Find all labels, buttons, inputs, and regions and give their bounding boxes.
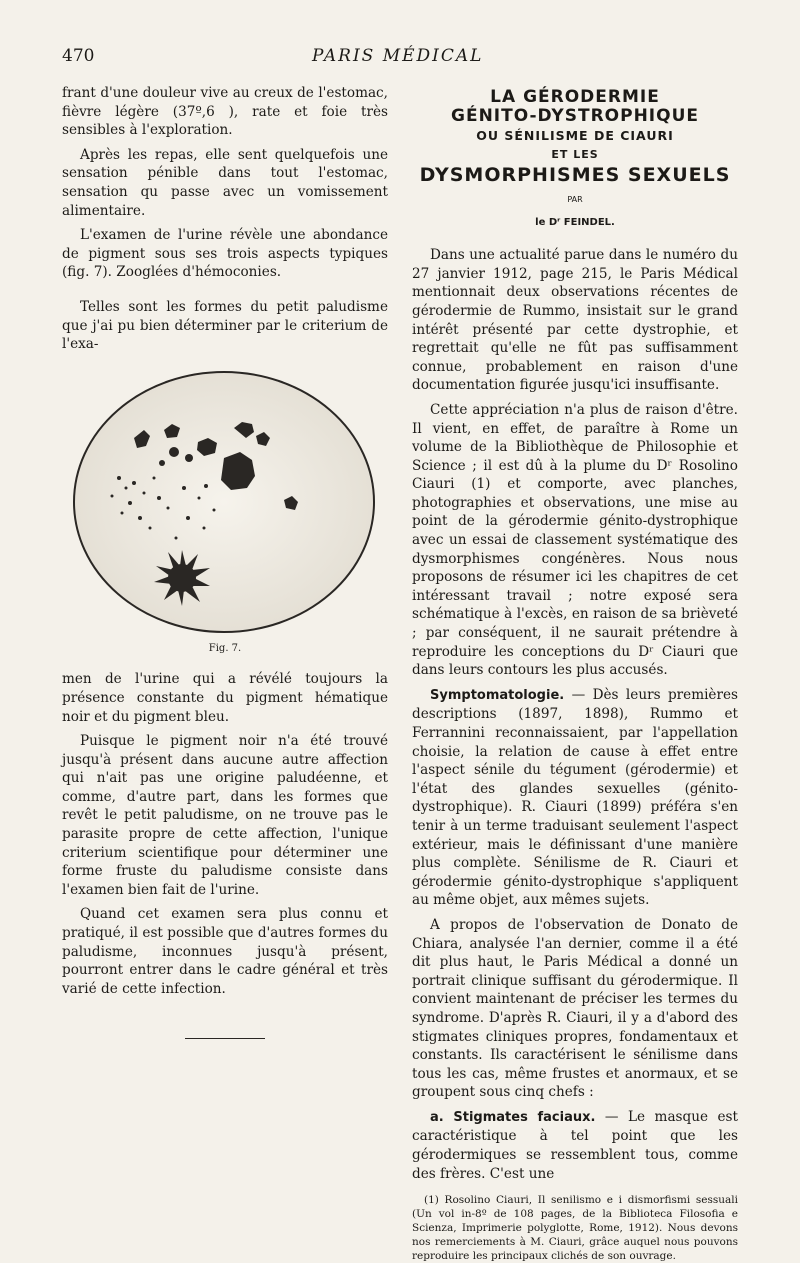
microscope-image xyxy=(64,368,384,636)
page-number: 470 xyxy=(62,46,95,66)
figure-caption: Fig. 7. xyxy=(208,642,242,654)
footnote: (1) Rosolino Ciauri, Il senilismo e i dismorfismi sessuali (Un vol in-8º de 108 pages, de la Biblioteca Filosofia e Scienza, Imprimerie polyglotte, Rome, 1912). Nous devons nos remerciements à M. Ciauri, grâce auquel nous pouvons reproduire les principaux clichés de son ouvrage. xyxy=(412,1194,738,1263)
paragraph: A propos de l'observation de Donato de Chiara, analysée l'an dernier, comme il a été dit plus haut, le Paris Médical a donné un portrait clinique suffisant du gérodermique. Il convient maintenant de préciser les termes du syndrome. D'après R. Ciauri, il y a d'abord des stigmates cliniques propres, fondamentaux et constants. Ils caractérisent le sénilisme dans tous les cas, même frustes et anormaux, et se groupent sous cinq chefs : xyxy=(412,916,738,1101)
article-title-line: DYSMORPHISMES SEXUELS xyxy=(419,164,731,187)
paragraph: L'examen de l'urine révèle une abondance de pigment sous ses trois aspects typiques (fig. 7). Zooglées d'hémoconies. xyxy=(62,227,388,281)
paragraph: Cette appréciation n'a plus de raison d'être. Il vient, en effet, de paraître à Rome un volume de la Bibliothèque de Philosophie et Science ; il est dû à la plume du Dʳ Rosolino Ciauri (1) et comporte, avec planches, photographies et observations, une mise au point de la gérodermie génito-dystrophique avec un essai de classement systématique des dysmorphismes congénères. Nous nous proposons de résumer ici les chapitres de cet intéressant travail ; notre exposé sera schématique à l'excès, en raison de sa brièveté ; par conséquent, il ne saurait prétendre à reproduire les conceptions du Dʳ Ciauri que dans leurs contours les plus accusés. xyxy=(412,401,738,679)
article-title-line: ET LES xyxy=(551,147,599,161)
section-heading: Symptomatologie. xyxy=(430,687,565,703)
figure-7 xyxy=(64,368,384,636)
journal-title: PARIS MÉDICAL xyxy=(312,46,484,66)
author: le Dʳ FEINDEL. xyxy=(535,216,615,228)
paragraph-text: — Le masque est caractéristique à tel point que les gérodermiques se ressemblent tous, comme des frères. C'est une xyxy=(412,1108,738,1182)
article-title-line: GÉNITO-DYSTROPHIQUE xyxy=(451,105,699,126)
paragraph: men de l'urine qui a révélé toujours la présence constante du pigment hématique noir et du pigment bleu. xyxy=(62,671,388,725)
right-column xyxy=(412,84,738,1263)
left-column xyxy=(62,84,388,1039)
article-title-line: LA GÉRODERMIE xyxy=(490,87,660,107)
paragraph-symptomatologie xyxy=(412,686,738,910)
paragraph: Après les repas, elle sent quelquefois une sensation pénible dans tout l'estomac, sensation qu passe avec un vomissement alimentaire. xyxy=(62,146,388,219)
paragraph: Quand cet examen sera plus connu et pratiqué, il est possible que d'autres formes du paludisme, inconnues jusqu'à présent, pourront entrer dans le cadre général et très varié de cette infection. xyxy=(62,906,388,997)
paragraph: frant d'une douleur vive au creux de l'estomac, fièvre légère (37º,6 ), rate et foie très sensibles à l'exploration. xyxy=(62,85,388,139)
paragraph: Dans une actualité parue dans le numéro du 27 janvier 1912, page 215, le Paris Médical mentionnait deux observations récentes de gérodermie de Rummo, insistait sur le grand intérêt présenté par cette dystrophie, et regrettait qu'elle ne fût pas suffisamment connue, probablement en raison d'une documentation figurée jusqu'ici insuffisante. xyxy=(412,247,738,394)
paragraph: Puisque le pigment noir n'a été trouvé jusqu'à présent dans aucune autre affection qui n'ait pas une origine paludéenne, et comme, d'autre part, dans les formes que revêt le petit paludisme, on ne trouve pas le parasite propre de cette affection, l'unique criterium scientifique pour déterminer une forme fruste du paludisme consiste dans l'examen bien fait de l'urine. xyxy=(62,733,388,898)
article-title-line: OU SÉNILISME DE CIAURI xyxy=(476,128,674,144)
paragraph: Telles sont les formes du petit paludisme que j'ai pu bien déterminer par le criterium de l'exa- xyxy=(62,298,388,353)
subsection-heading: a. Stigmates faciaux. xyxy=(430,1109,596,1125)
byline-par: PAR xyxy=(567,194,583,204)
paragraph-text: — Dès leurs premières descriptions (1897, 1898), Rummo et Ferrannini reconnaissaient, par l'appellation choisie, la relation de cause à effet entre l'aspect sénile du tégument (gérodermie) et l'état des glandes sexuelles (génito-dystrophique). R. Ciauri (1899) préféra s'en tenir à un terme traduisant seulement l'aspect extérieur, mais le définissant d'une manière plus complète. Sénilisme de R. Ciauri et gérodermie génito-dystrophique s'appliquent au même objet, aux mêmes sujets. xyxy=(412,686,738,909)
separator-rule xyxy=(185,1038,265,1039)
